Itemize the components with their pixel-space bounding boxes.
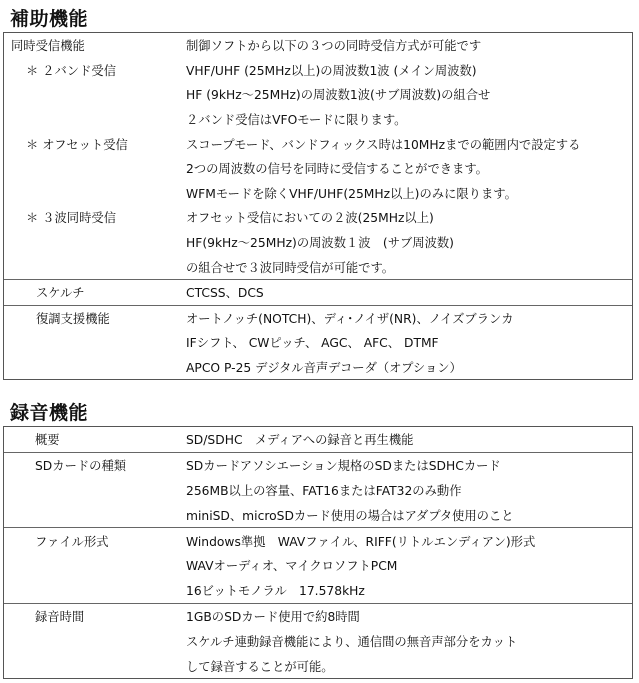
row-label: 同時受信機能 [11,39,85,54]
row-value: 256MB以上の容量、FAT16またはFAT32のみ動作 [186,483,462,498]
table-row [4,156,632,181]
table-row [4,107,632,132]
row-label: 概要 [35,433,60,448]
table-row [4,478,632,503]
table-row [4,82,632,107]
table-row [4,355,632,380]
recording-functions-table [3,426,633,679]
row-value: SD/SDHC メディアへの録音と再生機能 [186,433,414,448]
row-label: ＊ ２バンド受信 [26,63,116,78]
table-row [4,205,632,230]
recording-time-group [4,604,632,678]
row-label: スケルチ [36,286,85,301]
row-value: の組合せで３波同時受信が可能です。 [186,260,395,275]
file-format-group [4,528,632,603]
row-value: VHF/UHF (25MHz以上)の周波数1波 (メイン周波数) [186,63,477,78]
row-value: CTCSS、DCS [186,286,264,301]
row-label: ＊ ３波同時受信 [26,211,116,226]
row-value: 16ビットモノラル 17.578kHz [186,584,365,599]
row-value: スケルチ連動録音機能により、通信間の無音声部分をカット [186,634,518,649]
table-row [4,181,632,206]
table-row [4,628,632,653]
table-row [4,306,632,331]
table-row [4,33,632,58]
row-label: 録音時間 [35,609,85,624]
table-row [4,653,632,678]
row-value: 2つの周波数の信号を同時に受信することができます。 [186,162,488,177]
row-value: IFシフト、 CWピッチ、 AGC、 AFC、 DTMF [186,336,439,351]
row-label: ファイル形式 [35,534,109,549]
squelch-group [4,280,632,306]
table-row [4,254,632,279]
table-row [4,230,632,255]
row-value: ２バンド受信はVFOモードに限ります。 [186,113,407,128]
row-value: WFMモードを除くVHF/UHF(25MHz以上)のみに限ります。 [186,186,517,201]
row-value: オフセット受信においての２波(25MHz以上) [186,211,434,226]
table-row [4,330,632,355]
table-row [4,604,632,629]
table-row [4,553,632,578]
table-row [4,280,632,305]
row-value: APCO P-25 デジタル音声デコーダ（オプション） [186,361,462,376]
row-label: ＊ オフセット受信 [26,137,128,152]
table-row [4,502,632,527]
row-value: スコープモード、バンドフィックス時は10MHzまでの範囲内で設定する [186,137,581,152]
sd-card-type-group [4,453,632,528]
table-row [4,427,632,452]
row-label: 復調支援機能 [36,311,110,326]
row-label: SDカードの種類 [35,459,127,474]
section-title-auxiliary: 補助機能 [10,8,89,30]
row-value: miniSD、microSDカード使用の場合はアダプタ使用のこと [186,508,514,523]
row-value: HF (9kHz～25MHz)の周波数1波(サブ周波数)の組合せ [186,88,491,103]
table-row [4,528,632,553]
row-value: オートノッチ(NOTCH)、ディ･ノイザ(NR)、ノイズブランカ [186,311,514,326]
simultaneous-reception-group [4,33,632,280]
auxiliary-functions-table [3,32,633,380]
row-value: HF(9kHz～25MHz)の周波数１波 (サブ周波数) [186,236,454,251]
row-value: Windows準拠 WAVファイル、RIFF(リトルエンディアン)形式 [186,534,536,549]
table-row [4,578,632,603]
overview-group [4,427,632,453]
table-row [4,453,632,478]
row-value: 制御ソフトから以下の３つの同時受信方式が可能です [186,39,482,54]
row-value: して録音することが可能。 [186,659,334,674]
row-value: WAVオーディオ、マイクロソフトPCM [186,559,398,574]
section-title-recording: 録音機能 [10,402,89,424]
row-value: 1GBのSDカード使用で約8時間 [186,609,360,624]
table-row [4,58,632,83]
demodulation-support-group [4,306,632,380]
table-row [4,131,632,156]
row-value: SDカードアソシエーション規格のSDまたはSDHCカード [186,459,501,474]
